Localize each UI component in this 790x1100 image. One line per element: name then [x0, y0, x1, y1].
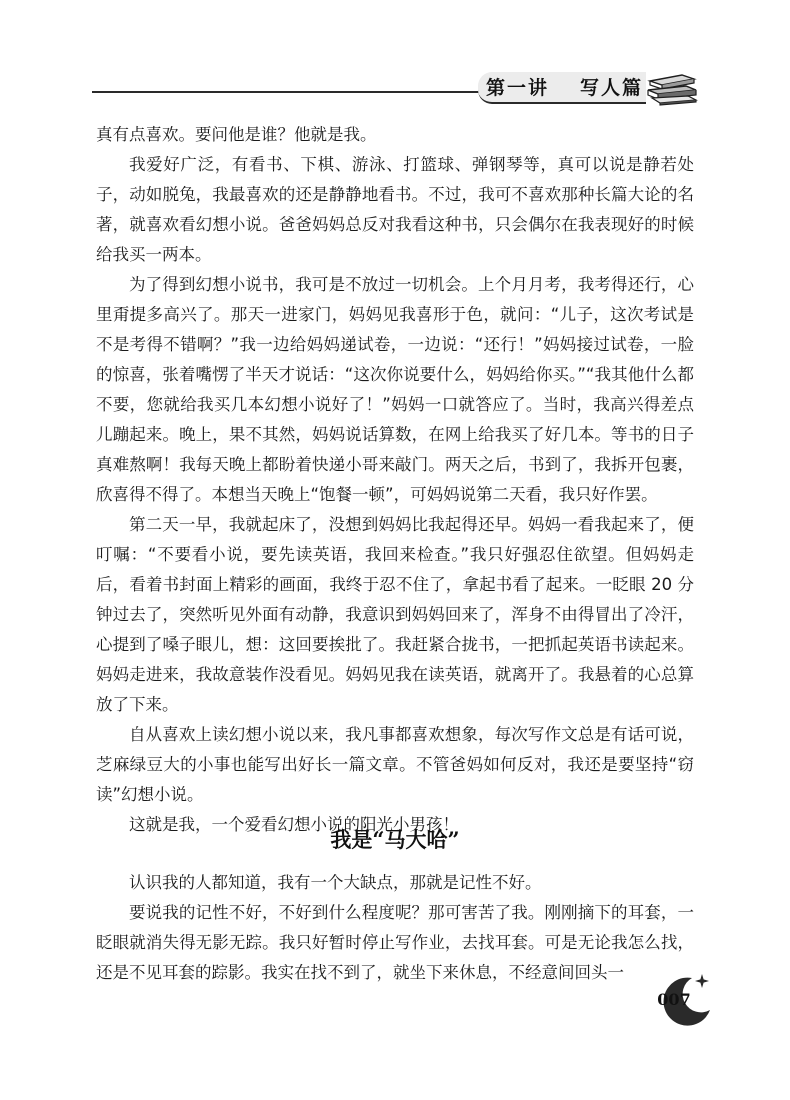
chapter-label: 第一讲 [486, 77, 550, 99]
paragraph: 认识我的人都知道，我有一个大缺点，那就是记性不好。 [129, 873, 542, 892]
paragraph: 为了得到幻想小说书，我可是不放过一切机会。上个月月考，我考得还行，心里甭提多高兴了。那天一进家门，妈妈见我喜形于色，就问：“儿子，这次考试是不是考得不错啊？”我一边给妈妈递试卷，一边说：“还行！”妈妈接过试卷，一脸的惊喜，张着嘴愣了半天才说话：“这次你说要什么，妈妈给你买。”“我其他什么都不要，您就给我买几本幻想小说好了！”妈妈一口就答应了。当时，我高兴得差点儿蹦起来。晚上，果不其然，妈妈说话算数，在网上给我买了好几本。等书的日子真难熬啊！我每天晚上都盼着快递小哥来敲门。两天之后，书到了，我拆开包裹，欣喜得不得了。本想当天晚上“饱餐一顿”，可妈妈说第二天看，我只好作罢。 [96, 275, 694, 504]
paragraph: 真有点喜欢。要问他是谁？他就是我。 [96, 125, 377, 144]
paragraph: 第二天一早，我就起床了，没想到妈妈比我起得还早。妈妈一看我起来了，便叮嘱：“不要看小说，要先读英语，我回来检查。”我只好强忍住欲望。但妈妈走后，看着书封面上精彩的画面，我终于忍不住了，拿起书看了起来。一眨眼 20 分钟过去了，突然听见外面有动静，我意识到妈妈回来了，浑身不由得冒出了冷汗，心提到了嗓子眼儿，想：这回要挨批了。我赶紧合拢书，一把抓起英语书读起来。妈妈走进来，我故意装作没看见。妈妈见我在读英语，就离开了。我悬着的心总算放了下来。 [96, 515, 694, 714]
paragraph: 自从喜欢上读幻想小说以来，我凡事都喜欢想象，每次写作文总是有话可说，芝麻绿豆大的小事也能写出好长一篇文章。不管爸妈如何反对，我还是要坚持“窃读”幻想小说。 [96, 725, 694, 804]
paragraph: 要说我的记性不好，不好到什么程度呢？那可害苦了我。刚刚摘下的耳套，一眨眼就消失得无影无踪。我只好暂时停止写作业，去找耳套。可是无论我怎么找，还是不见耳套的踪影。我实在找不到了，就坐下来休息，不经意间回头一 [96, 903, 694, 982]
section-label: 写人篇 [580, 77, 644, 99]
paragraph: 这就是我，一个爱看幻想小说的阳光小男孩！ [129, 815, 459, 834]
essay-title: 我是“马大哈” [330, 827, 460, 852]
page-header [0, 0, 790, 120]
header-rule [92, 91, 492, 93]
books-stack-icon [646, 72, 698, 106]
essay-body [96, 120, 694, 840]
second-essay-body [96, 868, 694, 988]
page-number: 007 [657, 990, 691, 1009]
paragraph: 我爱好广泛，有看书、下棋、游泳、打篮球、弹钢琴等，真可以说是静若处子，动如脱兔，我最喜欢的还是静静地看书。不过，我可不喜欢那种长篇大论的名著，就喜欢看幻想小说。爸爸妈妈总反对我看这种书，只会偶尔在我表现好的时候给我买一两本。 [96, 155, 694, 264]
